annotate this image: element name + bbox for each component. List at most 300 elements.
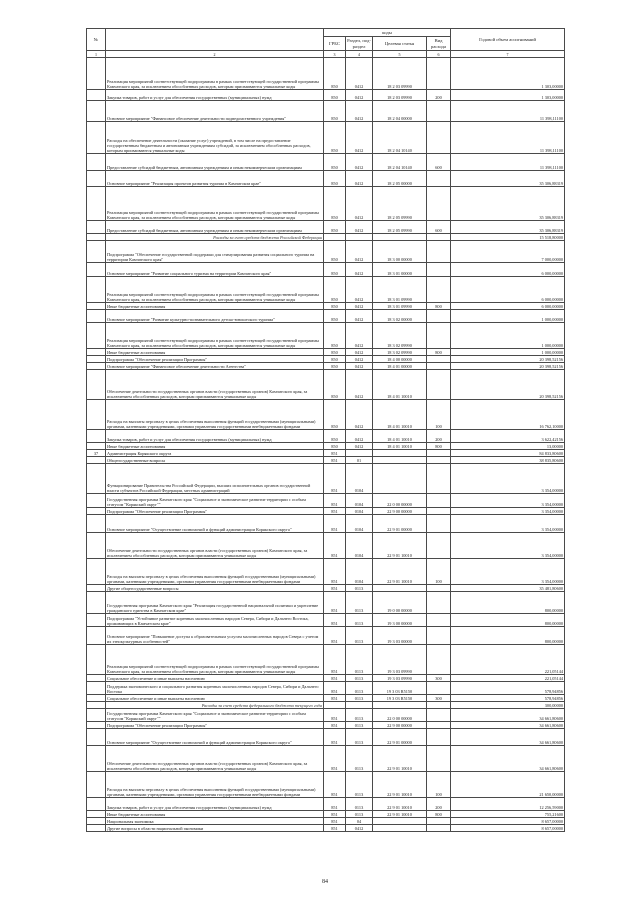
row-type (427, 818, 451, 825)
row-type (427, 263, 451, 277)
row-target: 22 9 00 00000 (373, 722, 427, 729)
row-number (87, 627, 106, 645)
row-type: 100 (427, 559, 451, 585)
row-number (87, 702, 106, 709)
row-type (427, 508, 451, 515)
row-name: Подпрограмма "Устойчивое развитие коренных малочисленных народов Севера, Сибири и Дальнего Востока, проживающих в Камчатском крае" (106, 614, 324, 627)
row-number: 37 (87, 450, 106, 457)
row-target: 18 4 01 10010 (373, 443, 427, 450)
row-section: 0113 (346, 627, 373, 645)
table-row (87, 614, 565, 627)
table-row (87, 772, 565, 798)
row-section: 0412 (346, 277, 373, 303)
row-number (87, 221, 106, 234)
row-amount: 11 398,11100 (451, 122, 565, 154)
row-target (373, 702, 427, 709)
table-row (87, 349, 565, 356)
row-target: 22 9 01 10010 (373, 533, 427, 559)
row-type: 100 (427, 772, 451, 798)
row-name: Реализация мероприятий соответствующей подпрограммы в рамках соответствующей государственной программы Камчатского края, за исключением обособленных расходов, которым присваиваются уникальные коды (106, 58, 324, 90)
row-type (427, 241, 451, 263)
row-grbs: 851 (324, 494, 346, 508)
row-grbs: 851 (324, 464, 346, 494)
table-row (87, 370, 565, 400)
header-column-numbers (87, 51, 565, 58)
row-grbs: 850 (324, 277, 346, 303)
table-row (87, 450, 565, 457)
row-name: Предоставление субсидий бюджетным, автономным учреждениям и иным некоммерческим организациям (106, 154, 324, 171)
row-grbs: 851 (324, 592, 346, 614)
row-target: 18 4 01 10010 (373, 370, 427, 400)
row-type (427, 356, 451, 363)
row-type (427, 729, 451, 746)
table-row (87, 464, 565, 494)
row-section: 0412 (346, 356, 373, 363)
row-number (87, 772, 106, 798)
row-section: 0113 (346, 682, 373, 695)
row-type (427, 234, 451, 241)
row-grbs: 850 (324, 241, 346, 263)
table-row (87, 356, 565, 363)
row-target: 18 2 04 10140 (373, 154, 427, 171)
row-section: 0113 (346, 729, 373, 746)
row-name: Государственная программа Камчатского края "Реализация государственной национальной политики и укрепление гражданского единства в Камчатском крае" (106, 592, 324, 614)
row-type (427, 592, 451, 614)
row-name: Основное мероприятие "Финансовое обеспечение деятельности Агентства" (106, 363, 324, 370)
table-row (87, 585, 565, 592)
row-amount: 38 835,80600 (451, 457, 565, 464)
row-name: Закупка товаров, работ и услуг для обеспечения государственных (муниципальных) нужд (106, 90, 324, 101)
row-amount: 1 000,00000 (451, 349, 565, 356)
row-name: Другие вопросы в области национальной экономики (106, 825, 324, 832)
row-grbs (324, 234, 346, 241)
header-amount: Годовой объем ассигнований (451, 29, 565, 51)
row-amount: 11 398,11100 (451, 154, 565, 171)
row-section: 0412 (346, 90, 373, 101)
row-amount: 35 306,88319 (451, 187, 565, 221)
table-row (87, 122, 565, 154)
row-name: Расходы на выплаты персоналу в целях обеспечения выполнения функций государственными (муниципальными) органами, казенными учреждениями, органами управления государственными внебюджетными фондами (106, 772, 324, 798)
row-amount: 8 657,00000 (451, 825, 565, 832)
row-target: 18 4 01 10010 (373, 430, 427, 443)
row-target: 22 9 01 00000 (373, 729, 427, 746)
row-target (373, 234, 427, 241)
table-row (87, 627, 565, 645)
row-amount: 800,00000 (451, 592, 565, 614)
row-number (87, 400, 106, 430)
row-target: 18 4 00 00000 (373, 356, 427, 363)
row-number (87, 695, 106, 702)
row-grbs: 850 (324, 263, 346, 277)
col-number: 6 (427, 51, 451, 58)
row-name: Основное мероприятие "Осуществление полномочий и функций администрации Корякского округа" (106, 729, 324, 746)
row-type (427, 58, 451, 90)
row-target: 22 9 01 10010 (373, 772, 427, 798)
table-row (87, 101, 565, 122)
table-row (87, 154, 565, 171)
row-section: 0113 (346, 592, 373, 614)
row-type (427, 614, 451, 627)
row-grbs: 850 (324, 430, 346, 443)
row-section: 0412 (346, 263, 373, 277)
row-name: Иные бюджетные ассигнования (106, 349, 324, 356)
row-grbs: 851 (324, 559, 346, 585)
budget-table-body (87, 58, 565, 832)
row-target: 18 3 02 09990 (373, 349, 427, 356)
row-section: 0113 (346, 772, 373, 798)
row-number (87, 370, 106, 400)
row-number (87, 464, 106, 494)
row-name: Расходы на обеспечение деятельности (оказание услуг) учреждений, в том числе на предоставление государственным бюджетным и автономным учреждениям субсидий, за исключением обособленных расходов, которым присваиваются уникальные коды (106, 122, 324, 154)
row-target: 18 3 01 09990 (373, 277, 427, 303)
row-type (427, 533, 451, 559)
row-number (87, 494, 106, 508)
row-number (87, 709, 106, 722)
row-name: Реализация мероприятий соответствующей подпрограммы в рамках соответствующей государственной программы Камчатского края, за исключением обособленных расходов, которым присваиваются уникальные коды (106, 187, 324, 221)
row-name: Иные бюджетные ассигнования (106, 443, 324, 450)
row-name: Закупка товаров, работ и услуг для обеспечения государственных (муниципальных) нужд (106, 798, 324, 811)
row-type: 300 (427, 695, 451, 702)
row-type: 600 (427, 154, 451, 171)
row-type: 600 (427, 221, 451, 234)
row-target: 22 0 00 00000 (373, 494, 427, 508)
row-target: 18 3 02 00000 (373, 310, 427, 323)
row-target: 22 9 01 10010 (373, 798, 427, 811)
row-grbs: 851 (324, 508, 346, 515)
row-target: 18 3 01 09990 (373, 303, 427, 310)
row-grbs: 850 (324, 310, 346, 323)
row-amount: 34 661,80600 (451, 729, 565, 746)
row-grbs: 851 (324, 722, 346, 729)
row-section: 0113 (346, 614, 373, 627)
row-amount: 3 354,00000 (451, 559, 565, 585)
table-row (87, 722, 565, 729)
page-number: 84 (322, 879, 328, 885)
row-name: Подпрограмма "Обеспечение государственной поддержки для стимулирования развития социального туризма на территории Камчатского края" (106, 241, 324, 263)
row-type: 800 (427, 349, 451, 356)
row-type (427, 187, 451, 221)
row-target: 19 3 03 R5150 (373, 682, 427, 695)
row-number (87, 430, 106, 443)
row-section (346, 702, 373, 709)
budget-table (86, 28, 565, 832)
table-row (87, 533, 565, 559)
row-target: 19 3 00 00000 (373, 614, 427, 627)
row-grbs: 851 (324, 627, 346, 645)
row-grbs: 851 (324, 645, 346, 675)
row-grbs: 850 (324, 443, 346, 450)
row-amount: 6 000,00000 (451, 263, 565, 277)
row-type: 300 (427, 675, 451, 682)
row-number (87, 515, 106, 533)
row-target: 18 2 04 00000 (373, 101, 427, 122)
row-grbs: 851 (324, 450, 346, 457)
table-row (87, 234, 565, 241)
row-grbs: 851 (324, 515, 346, 533)
row-name: Государственная программа Камчатского края "Социальное и экономическое развитие территории с особым статусом "Корякский округ"" (106, 709, 324, 722)
table-row (87, 702, 565, 709)
row-type (427, 363, 451, 370)
row-name: Подпрограмма "Обеспечение реализации Программы" (106, 722, 324, 729)
row-target: 18 3 02 09990 (373, 323, 427, 349)
row-section: 0412 (346, 241, 373, 263)
row-name: Расходы на выплаты персоналу в целях обеспечения выполнения функций государственными (муниципальными) органами, казенными учреждениями, органами управления государственными внебюджетными фондами (106, 400, 324, 430)
budget-table-sheet (86, 28, 564, 832)
row-section: 0412 (346, 430, 373, 443)
row-number (87, 277, 106, 303)
row-grbs: 851 (324, 682, 346, 695)
row-number (87, 533, 106, 559)
row-target: 18 3 00 00000 (373, 241, 427, 263)
row-amount: 1 303,00000 (451, 58, 565, 90)
row-name: Расходы за счет средств федерального бюджета текущего года (106, 702, 324, 709)
row-name: Основное мероприятие "Осуществление полномочий и функций администрации Корякского округа" (106, 515, 324, 533)
row-target: 18 3 01 00000 (373, 263, 427, 277)
row-name: Социальное обеспечение и иные выплаты населению (106, 675, 324, 682)
row-section: 0104 (346, 494, 373, 508)
row-amount: 21 650,00000 (451, 772, 565, 798)
row-section: 0113 (346, 722, 373, 729)
table-row (87, 746, 565, 772)
row-amount: 800,00000 (451, 627, 565, 645)
header-name (106, 29, 324, 51)
row-section: 0412 (346, 154, 373, 171)
table-row (87, 508, 565, 515)
row-name: Основное мероприятие "Реализация проектов развития туризма в Камчатском крае" (106, 171, 324, 187)
row-type: 100 (427, 400, 451, 430)
header-section: Раздел, под-раздел (347, 38, 371, 49)
row-target (373, 825, 427, 832)
row-grbs: 850 (324, 363, 346, 370)
row-section: 0412 (346, 370, 373, 400)
row-type (427, 122, 451, 154)
table-row (87, 515, 565, 533)
row-name: Подпрограмма "Обеспечение реализации Программы" (106, 508, 324, 515)
row-type (427, 494, 451, 508)
row-grbs: 850 (324, 221, 346, 234)
row-number (87, 356, 106, 363)
row-target (373, 818, 427, 825)
table-row (87, 559, 565, 585)
table-row (87, 645, 565, 675)
row-target: 19 3 03 09990 (373, 645, 427, 675)
row-number (87, 363, 106, 370)
row-type (427, 682, 451, 695)
row-number (87, 675, 106, 682)
row-name: Основное мероприятие "Развитие социального туризма на территории Камчатского края" (106, 263, 324, 277)
row-type: 200 (427, 430, 451, 443)
row-type (427, 457, 451, 464)
row-name: Государственная программа Камчатского края "Социальное и экономическое развитие территории с особым статусом "Корякский округ"" (106, 494, 324, 508)
row-amount: 221,05144 (451, 675, 565, 682)
row-grbs: 851 (324, 811, 346, 818)
row-name: Социальное обеспечение и иные выплаты населению (106, 695, 324, 702)
table-row (87, 221, 565, 234)
row-amount: 13,00000 (451, 443, 565, 450)
row-amount: 11 398,11100 (451, 101, 565, 122)
row-type: 800 (427, 303, 451, 310)
row-number (87, 90, 106, 101)
table-row (87, 811, 565, 818)
row-amount: 578,94856 (451, 695, 565, 702)
row-number (87, 798, 106, 811)
row-section: 0412 (346, 349, 373, 356)
row-name: Иные бюджетные ассигнования (106, 811, 324, 818)
row-section: 0104 (346, 464, 373, 494)
row-target: 22 9 01 10010 (373, 559, 427, 585)
row-amount: 34 661,80600 (451, 722, 565, 729)
row-section: 0104 (346, 533, 373, 559)
row-grbs: 850 (324, 101, 346, 122)
row-number (87, 682, 106, 695)
row-type (427, 370, 451, 400)
row-amount: 15 518,80000 (451, 234, 565, 241)
row-number (87, 187, 106, 221)
row-number (87, 310, 106, 323)
row-amount: 16 762,10000 (451, 400, 565, 430)
row-grbs: 851 (324, 772, 346, 798)
row-target: 22 9 01 10010 (373, 746, 427, 772)
row-section: 0113 (346, 675, 373, 682)
row-section: 0104 (346, 559, 373, 585)
col-number: 4 (346, 51, 373, 58)
row-target: 18 2 05 00000 (373, 171, 427, 187)
row-name: Поддержка экономического и социального развития коренных малочисленных народов Севера, Сибири и Дальнего Востока (106, 682, 324, 695)
table-row (87, 682, 565, 695)
row-name: Общегосударственные вопросы (106, 457, 324, 464)
row-grbs: 851 (324, 818, 346, 825)
row-section: 0412 (346, 122, 373, 154)
row-name: Реализация мероприятий соответствующей подпрограммы в рамках соответствующей государственной программы Камчатского края, за исключением обособленных расходов, которым присваиваются уникальные коды (106, 645, 324, 675)
table-row (87, 430, 565, 443)
row-target: 22 9 01 00000 (373, 515, 427, 533)
row-grbs (324, 702, 346, 709)
row-target: 22 9 00 00000 (373, 508, 427, 515)
header-num: № (87, 29, 106, 51)
row-name: Функционирование Правительства Российской Федерации, высших исполнительных органов государственной власти субъектов Российской Федерации, местных администраций (106, 464, 324, 494)
row-type: 800 (427, 811, 451, 818)
row-number (87, 614, 106, 627)
row-type: 200 (427, 90, 451, 101)
row-grbs: 851 (324, 746, 346, 772)
row-number (87, 122, 106, 154)
row-number (87, 234, 106, 241)
row-amount: 221,05144 (451, 645, 565, 675)
row-section: 04 (346, 818, 373, 825)
row-number (87, 508, 106, 515)
row-amount: 6 000,00000 (451, 277, 565, 303)
row-name: Администрация Корякского округа (106, 450, 324, 457)
row-section: 0113 (346, 585, 373, 592)
row-number (87, 303, 106, 310)
row-name: Реализация мероприятий соответствующей подпрограммы в рамках соответствующей государственной программы Камчатского края, за исключением обособленных расходов, которым присваиваются уникальные коды (106, 323, 324, 349)
row-type (427, 709, 451, 722)
row-grbs: 851 (324, 457, 346, 464)
row-section: 0412 (346, 400, 373, 430)
row-target: 18 2 03 09990 (373, 90, 427, 101)
row-target: 18 2 04 10140 (373, 122, 427, 154)
row-number (87, 457, 106, 464)
row-number (87, 171, 106, 187)
table-row (87, 457, 565, 464)
row-section: 0412 (346, 443, 373, 450)
row-grbs: 850 (324, 58, 346, 90)
row-name: Другие общегосударственные вопросы (106, 585, 324, 592)
row-name: Основное мероприятие "Повышение доступа к образовательным услугам малочисленных народов Севера с учетом их этнокультурных особенностей" (106, 627, 324, 645)
row-section: 0412 (346, 101, 373, 122)
table-row (87, 58, 565, 90)
row-grbs: 850 (324, 154, 346, 171)
row-type (427, 277, 451, 303)
row-amount: 3 622,42156 (451, 430, 565, 443)
row-number (87, 592, 106, 614)
row-type (427, 585, 451, 592)
row-grbs: 851 (324, 675, 346, 682)
row-grbs: 850 (324, 400, 346, 430)
row-section: 0113 (346, 811, 373, 818)
row-type (427, 323, 451, 349)
row-number (87, 263, 106, 277)
row-grbs: 850 (324, 171, 346, 187)
row-amount: 7 000,00000 (451, 241, 565, 263)
row-section: 0412 (346, 58, 373, 90)
row-number (87, 154, 106, 171)
row-section: 0113 (346, 695, 373, 702)
row-name: Основное мероприятие "Финансовое обеспечение деятельности подведомственного учреждения" (106, 101, 324, 122)
row-target (373, 464, 427, 494)
row-grbs: 851 (324, 798, 346, 811)
table-row (87, 263, 565, 277)
row-number (87, 585, 106, 592)
row-target: 18 2 03 09990 (373, 58, 427, 90)
row-type (427, 101, 451, 122)
row-section: 0412 (346, 303, 373, 310)
row-amount: 3 354,00000 (451, 464, 565, 494)
row-amount: 20 398,52156 (451, 356, 565, 363)
header-codes: коды (324, 29, 451, 37)
row-section: 0412 (346, 310, 373, 323)
row-number (87, 101, 106, 122)
row-number (87, 645, 106, 675)
row-amount: 3 354,00000 (451, 533, 565, 559)
row-target: 18 4 01 00000 (373, 363, 427, 370)
row-grbs: 850 (324, 356, 346, 363)
table-row (87, 709, 565, 722)
row-target: 18 4 01 10010 (373, 400, 427, 430)
col-number: 3 (324, 51, 346, 58)
row-target: 18 2 05 09990 (373, 221, 427, 234)
table-row (87, 818, 565, 825)
table-row (87, 443, 565, 450)
row-type (427, 722, 451, 729)
table-row (87, 675, 565, 682)
row-target (373, 457, 427, 464)
row-name: Обеспечение деятельности государственных органов власти (государственных органов) Камчатского края, за исключением обособленных расходов, которым присваиваются уникальные коды (106, 533, 324, 559)
row-grbs: 850 (324, 303, 346, 310)
row-number (87, 58, 106, 90)
table-row (87, 798, 565, 811)
row-name: Обеспечение деятельности государственных органов власти (государственных органов) Камчатского края, за исключением обособленных расходов, которым присваиваются уникальные коды (106, 370, 324, 400)
row-number (87, 241, 106, 263)
table-row (87, 241, 565, 263)
row-type (427, 450, 451, 457)
row-grbs: 851 (324, 585, 346, 592)
row-target: 19 0 00 00000 (373, 592, 427, 614)
row-name: Иные бюджетные ассигнования (106, 303, 324, 310)
table-row (87, 695, 565, 702)
row-section: 0113 (346, 709, 373, 722)
row-type (427, 825, 451, 832)
